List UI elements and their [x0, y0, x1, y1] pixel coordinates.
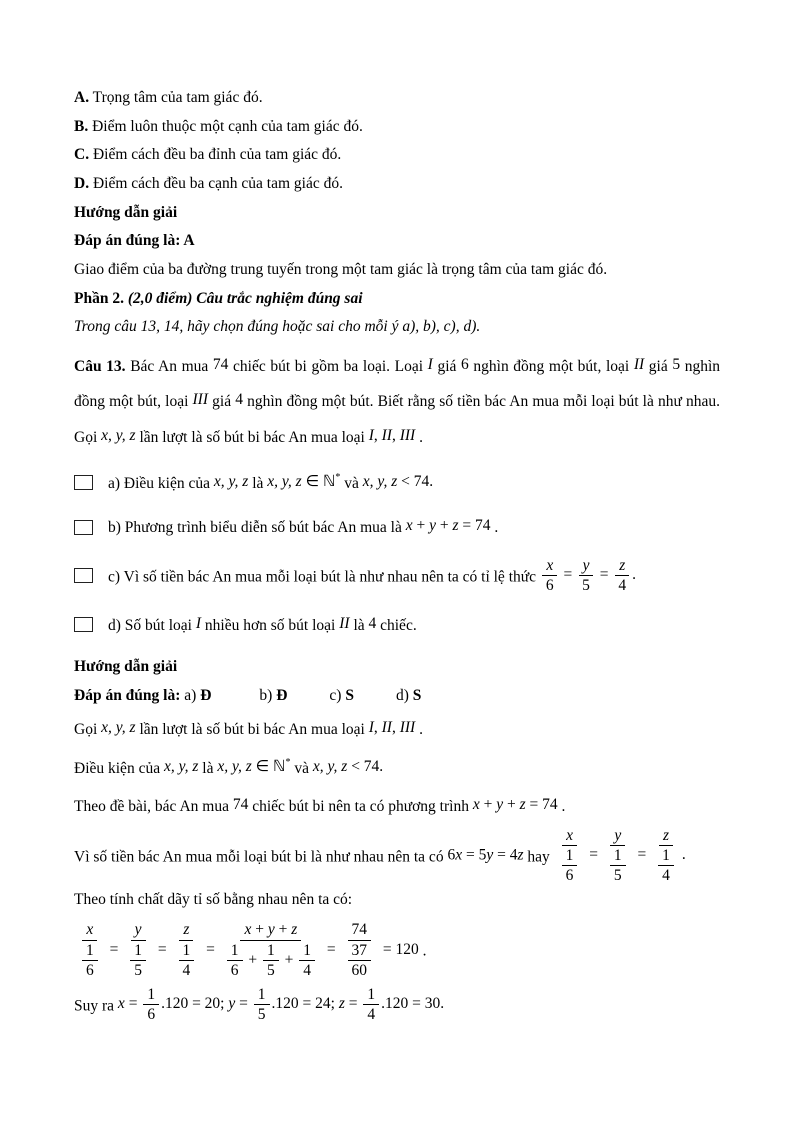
statement-b-row [74, 511, 720, 542]
solution-tinh-chat: Theo tính chất dãy tỉ số bằng nhau nên ta có: [74, 890, 353, 908]
solution-theo-de-bai: Theo đề bài, bác An mua 74 chiếc bút bi nên ta có phương trình x + y + z = 74 . [74, 796, 566, 816]
heading-solution-guide-2: Hướng dẫn giải [74, 658, 178, 676]
solution-display-equation: $\frac{x}{\frac{1}{6}}$ = $\frac{y}{\frac{1}{5}}$ = $\frac{z}{\frac{1}{4}}$ = x + y + z $\frac{1}{6}$ + $\frac{1}{5}$ + $\frac{1}{4}$ = $\frac{74}{\frac{37}{60}}$ = 120 . [74, 920, 720, 980]
checkbox-d[interactable] [74, 617, 93, 632]
section-part2-heading: Phần 2. (2,0 điểm) Câu trắc nghiệm đúng sai [74, 289, 363, 307]
answer-q12: Đáp án đúng là: A [74, 232, 195, 250]
question-13-stem: Câu 13. Bác An mua 74 chiếc bút bi gồm ba loại. Loại I giá 6 nghìn đồng một bút, loại II giá 5 nghìn đồng một bút, loại III giá 4 nghìn đồng một bút. Biết rằng số tiền bác An mua mỗi loại bút là như nhau. Gọi x, y, z lần lượt là số bút bi bác An mua loại I, II, III . [74, 356, 721, 446]
heading-solution-guide-1: Hướng dẫn giải [74, 203, 178, 221]
statement-b-text: b) Phương trình biểu diễn số bút bác An mua là x + y + z = 74 . [108, 517, 499, 537]
option-c: C. Điểm cách đều ba đỉnh của tam giác đó. [74, 146, 342, 164]
solution-dieu-kien: Điều kiện của x, y, z là x, y, z ∈ ℕ* và x, y, z < 74. [74, 756, 384, 777]
solution-goi: Gọi x, y, z lần lượt là số bút bi bác An mua loại I, II, III . [74, 719, 423, 739]
option-b: B. Điểm luôn thuộc một cạnh của tam giác đó. [74, 117, 363, 135]
statement-d-text: d) Số bút loại I nhiều hơn số bút loại II là 4 chiếc. [108, 614, 417, 634]
answer-q13: Đáp án đúng là: a) Đ b) Đ c) S d) S [74, 686, 422, 704]
checkbox-a[interactable] [74, 475, 93, 490]
solution-suy-ra: Suy ra x = $\frac{1}{6}$ .120 = 20; y = $\frac{1}{5}$ .120 = 24; z = $\frac{1}{4}$ .120 = 30. [74, 985, 445, 1023]
checkbox-c[interactable] [74, 568, 93, 583]
explanation-q12: Giao điểm của ba đường trung tuyến trong một tam giác là trọng tâm của tam giác đó. [74, 261, 608, 279]
checkbox-b[interactable] [74, 520, 93, 535]
option-d: D. Điểm cách đều ba cạnh của tam giác đó. [74, 175, 343, 193]
statement-c-row [74, 556, 720, 596]
statement-d-row [74, 609, 720, 640]
statement-c-text: c) Vì số tiền bác An mua mỗi loại bút là như nhau nên ta có tỉ lệ thức $\frac{x}{6}$ = $\frac{y}{5}$ = $\frac{z}{4}$ . [108, 556, 637, 595]
statement-a-row [74, 467, 720, 498]
instruction-note: Trong câu 13, 14, hãy chọn đúng hoặc sai cho mỗi ý a), b), c), d). [74, 318, 481, 336]
solution-vi-so-tien: Vì số tiền bác An mua mỗi loại bút bi là như nhau nên ta có 6x = 5y = 4z hay $\frac{x}{\frac{1}{6}}$ = $\frac{y}{\frac{1}{5}}$ = $\frac{z}{\frac{1}{4}}$ . [74, 826, 686, 885]
statement-a-text: a) Điều kiện của x, y, z là x, y, z ∈ ℕ* và x, y, z < 74. [108, 471, 434, 492]
option-a: A. Trọng tâm của tam giác đó. [74, 89, 263, 106]
